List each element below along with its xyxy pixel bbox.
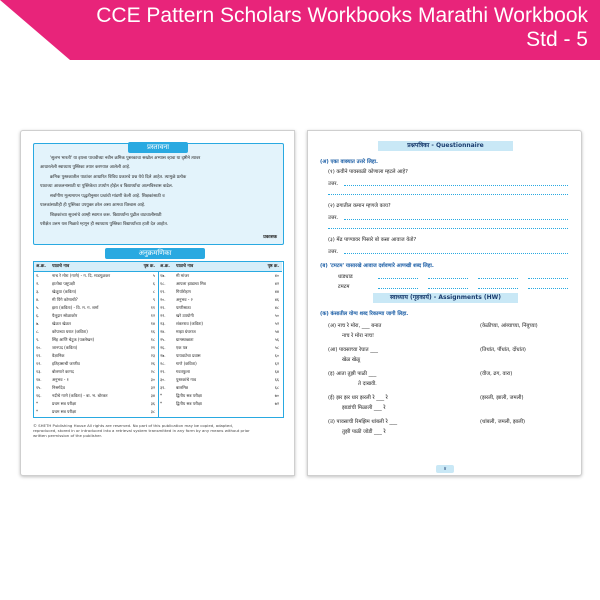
toc-row-page: ६० xyxy=(274,353,279,358)
toc-row xyxy=(34,288,158,295)
toc-row xyxy=(34,296,158,303)
toc-row xyxy=(158,392,282,399)
question-item: (१) कवीने पावसाळी कोणाला म्हटले आहे? xyxy=(328,169,408,175)
toc-row-number: १६. xyxy=(36,393,42,398)
toc-row-number: ११. xyxy=(36,353,42,358)
word-blank[interactable] xyxy=(378,288,418,289)
preface-line: 'सुलभ भारती' या इयत्ता पाचवीच्या नवीन क्रमिक पुस्तकाचा सखोल अभ्यास व्हावा या दृष्टीने त्यावर xyxy=(50,156,201,161)
toc-row-title: द्वितीय सत्र परीक्षा xyxy=(176,401,202,406)
toc-row-number: * xyxy=(160,393,163,398)
toc-row-page: ९ xyxy=(152,297,155,302)
toc-row-page: २८ xyxy=(150,369,155,374)
toc-row xyxy=(158,320,282,327)
fill-blank-options: (वीज, ढग, वारा) xyxy=(480,371,513,377)
toc-row xyxy=(34,352,158,359)
toc-row-page: ५२ xyxy=(274,321,279,326)
toc-row xyxy=(34,392,158,399)
copyright-notice xyxy=(33,423,283,439)
toc-row xyxy=(158,304,282,311)
toc-row xyxy=(158,312,282,319)
toc-row-page: २६ xyxy=(150,361,155,366)
toc-row xyxy=(34,320,158,327)
toc-row-number: १७. xyxy=(160,273,166,278)
toc-row-title: सिंह आणि चेटूक (पत्रलेखन) xyxy=(52,337,95,342)
toc-row xyxy=(158,328,282,335)
word-blank[interactable] xyxy=(478,278,518,279)
questionnaire-heading: प्रश्नपत्रिका - Questionnaire xyxy=(378,141,513,151)
toc-row-page: ४२ xyxy=(274,281,279,286)
fill-blank-options: (झरली, झाली, जमली) xyxy=(480,395,524,401)
toc-row-title: पाणीसाठा xyxy=(176,305,191,310)
preface-line: पाठाच्या आकलनासाठी या पुस्तिकेचा उपयोग होईल व विद्यार्थ्यांचा आत्मविश्वास वाढेल. xyxy=(40,184,174,189)
toc-row xyxy=(158,296,282,303)
toc-row-page: ३२ xyxy=(150,385,155,390)
toc-row-number: ५. xyxy=(36,305,40,310)
toc-row-title: द्वितीय सत्र परीक्षा xyxy=(176,393,202,398)
toc-row-page: ६२ xyxy=(274,361,279,366)
toc-row xyxy=(158,288,282,295)
copyright-line: written permission of the publisher. xyxy=(33,433,103,439)
toc-header-no: अ.क्र. xyxy=(36,264,46,269)
toc-row xyxy=(34,344,158,351)
fill-blank-options: (तिथांत, पौंधांत, दोंधांत) xyxy=(480,347,526,353)
toc-row-page: १८ xyxy=(150,337,155,342)
toc-row-number: २४. xyxy=(160,329,166,334)
word-blank[interactable] xyxy=(528,278,568,279)
toc-row-page: ५ xyxy=(152,273,155,278)
toc-row xyxy=(34,336,158,343)
answer-blank[interactable] xyxy=(344,253,568,254)
toc-row-title: ग्रामस्वच्छता xyxy=(176,337,194,342)
fill-blank-options: (थांबली, जमली, झाली) xyxy=(480,419,526,425)
toc-row-page: ७२ xyxy=(274,401,279,406)
toc-row-number: १०. xyxy=(36,345,42,350)
toc-row-page: ३४ xyxy=(150,393,155,398)
toc-row-title: शंकरराव (कविता) xyxy=(176,321,203,326)
toc-row-number: २०. xyxy=(160,297,166,302)
toc-row-page: २३ xyxy=(150,353,155,358)
toc-header xyxy=(34,262,158,272)
toc-row-number: २७. xyxy=(160,353,166,358)
toc-row-number: २९. xyxy=(160,369,166,374)
answer-label: उत्तर. xyxy=(328,249,339,255)
toc-row-number: * xyxy=(36,401,39,406)
answer-blank[interactable] xyxy=(328,194,568,195)
preface-line: सर्वांगीण मूल्यमापन पद्धतीनुसार प्रश्नांची मांडणी केली आहे. शिक्षकांसाठी व xyxy=(50,194,165,199)
toc-row-title: प्रथम सत्र परीक्षा xyxy=(52,401,77,406)
toc-row xyxy=(158,344,282,351)
toc-row-number: १३. xyxy=(36,369,42,374)
toc-row-number: ३०. xyxy=(160,377,166,382)
toc-row-title: हातोबा पशुपक्षी xyxy=(52,281,75,286)
toc-row-page: ४० xyxy=(274,273,279,278)
toc-row-number: २६. xyxy=(160,345,166,350)
copyright-line: © SHETH Publishing House All rights are reserved. No part of this publication may be copied, adapted, xyxy=(33,423,234,428)
toc-header xyxy=(158,262,282,272)
toc-row-title: पायवाटेचा प्रवास xyxy=(176,353,201,358)
question-b-heading: (ब) 'टमटम' यासारखे आवाज दर्शवणारे आणखी शब्द लिहा. xyxy=(320,263,434,269)
toc-row xyxy=(158,376,282,383)
toc-row-title: पैलूदार सोळाकोर xyxy=(52,313,78,318)
toc-row-title: बालमित्र xyxy=(176,385,188,390)
toc-row-title: खेळत खेळत xyxy=(52,321,71,326)
question-item: (३) मेंढ पाण्यावर पिसारे बो कसा आवाज येतो? xyxy=(328,237,417,243)
toc-column-right xyxy=(158,262,282,417)
fill-blank-cont: ते दाखवी. xyxy=(358,381,377,387)
toc-row-title: प्रथम सत्र परीक्षा xyxy=(52,409,77,414)
toc-header-title: पाठाचे नाव xyxy=(176,264,194,269)
toc-column-left xyxy=(34,262,159,417)
toc-row-page: ५४ xyxy=(274,329,279,334)
toc-row xyxy=(34,368,158,375)
toc-table xyxy=(33,261,284,418)
word-blank[interactable] xyxy=(378,278,418,279)
preface-line: परीक्षेत उत्तम यश मिळावे म्हणून ही स्वाध्याय पुस्तिका विद्यार्थ्यांच्या हाती देत आहोत. xyxy=(40,222,169,227)
answer-blank[interactable] xyxy=(344,219,568,220)
toc-row-title: नाच रे मोरा (गाणे) - ग. दि. माडगूळकर xyxy=(52,273,111,278)
toc-row xyxy=(34,360,158,367)
toc-row-number: * xyxy=(36,409,39,414)
toc-row-title: अनुभव - २ xyxy=(176,297,193,302)
toc-row-title: इतिहासाची जाणीव xyxy=(52,361,80,366)
toc-row-page: ६४ xyxy=(274,369,279,374)
fill-blank-line: (उ) पावसाची रिमझिम थांबली रे ___ xyxy=(328,419,398,425)
toc-row-title: झरा (कविता) - वि. म. ग. शर्मा xyxy=(52,305,99,310)
toc-row-page: ४६ xyxy=(274,297,279,302)
fill-blank-line: (अ) नाच रे मोरा, ___ बनात xyxy=(328,323,382,329)
toc-header-page: पृष्ठ क्र. xyxy=(143,264,155,269)
toc-row-page: १४ xyxy=(150,321,155,326)
toc-row-title: मी पिंगे कोणाची? xyxy=(52,297,78,302)
fill-blank-cont: खेळ खेळू xyxy=(342,357,361,363)
left-page xyxy=(20,130,295,476)
toc-row xyxy=(158,352,282,359)
toc-row-page: ५० xyxy=(274,313,279,318)
toc-row-number: ३१. xyxy=(160,385,166,390)
toc-row xyxy=(34,304,158,311)
toc-row-page: ५६ xyxy=(274,337,279,342)
toc-row-number: ८. xyxy=(36,329,40,334)
toc-header-no: अ.क्र. xyxy=(160,264,170,269)
toc-row xyxy=(34,272,158,279)
question-item: (२) ढगातील कमान म्हणजे काय? xyxy=(328,203,391,209)
page-number: ४ xyxy=(436,465,454,473)
toc-row-number: ९. xyxy=(36,337,40,342)
toc-row-title: पुस्तकांचे गाव xyxy=(176,377,196,382)
preface-line: शिक्षकांच्या सूचनांचे आम्ही स्वागत करू. विद्यार्थ्यांना पुढील वाटचालीसाठी xyxy=(50,213,162,218)
toc-row-number: १. xyxy=(36,273,40,278)
word-blank[interactable] xyxy=(528,288,568,289)
toc-row-number: १२. xyxy=(36,361,42,366)
toc-row-title: बोलणारे कागद xyxy=(52,369,74,374)
toc-row-title: गिर्यारोहण xyxy=(176,289,191,294)
toc-row-page: ७० xyxy=(274,393,279,398)
toc-row-page: ४४ xyxy=(274,289,279,294)
answer-blank[interactable] xyxy=(344,185,568,186)
toc-header-title: पाठाचे नाव xyxy=(52,264,70,269)
sound-word: धाडधाड xyxy=(338,274,353,280)
toc-row-title: माझा ग्रंथराज xyxy=(176,329,196,334)
toc-row-page: ६६ xyxy=(274,377,279,382)
copyright-line: reproduced, stored in or introduced into a retrieval system transmitted in any form by any means without prior xyxy=(33,428,250,434)
toc-row xyxy=(34,312,158,319)
question-c-heading: (क) कंसातील योग्य शब्द रिकाम्या जागी लिहा. xyxy=(320,311,409,317)
toc-row-page: ५८ xyxy=(274,345,279,350)
sound-word: टमटम xyxy=(338,284,350,290)
toc-row xyxy=(34,376,158,383)
toc-row-number: २२. xyxy=(160,313,166,318)
toc-row-page: ३० xyxy=(150,377,155,382)
toc-row-number: २१. xyxy=(160,305,166,310)
toc-row-title: नदीचे गाणे (कविता) - बा. भ. बोरकर xyxy=(52,393,108,398)
fill-blank-cont: नाच रे मोरा नाच! xyxy=(342,333,375,339)
toc-row-page: ८ xyxy=(152,289,155,294)
fill-blank-cont: झाडांची मिळाली ___ रे xyxy=(342,405,386,411)
fill-blank-line: (ई) झर झर धार झरली रे ___ रे xyxy=(328,395,388,401)
preface-heading: प्रस्तावना xyxy=(128,142,188,153)
toc-row-title: खेळूया (कविता) xyxy=(52,289,77,294)
toc-row-title: अनुभव - १ xyxy=(52,377,69,382)
toc-row xyxy=(34,280,158,287)
toc-row-page: १६ xyxy=(150,329,155,334)
toc-row xyxy=(34,384,158,391)
fill-blank-cont: तुझी पाळी जोडी ___ रे xyxy=(342,429,386,435)
toc-row-number: ४. xyxy=(36,297,40,302)
toc-row-title: गाणे (कविता) xyxy=(176,361,197,366)
toc-row-page: ६८ xyxy=(274,385,279,390)
toc-row-number: * xyxy=(160,401,163,406)
toc-row xyxy=(158,360,282,367)
fill-blank-line: (इ) आता तुझी पाळी ___ xyxy=(328,371,377,377)
word-blank[interactable] xyxy=(428,278,468,279)
toc-row-number: १४. xyxy=(36,377,42,382)
preface-line: क्रमिक पुस्तकातील पाठांवर आधारित विविध प्रकारचे प्रश्न येथे दिले आहेत. त्यामुळे प्रत्येक xyxy=(50,175,187,180)
toc-row-page: २१ xyxy=(150,345,155,350)
toc-header-page: पृष्ठ क्र. xyxy=(267,264,279,269)
answer-label: उत्तर. xyxy=(328,215,339,221)
preface-line: पालकांसाठीही ही पुस्तिका उपयुक्त ठरेल असा आमचा विश्वास आहे. xyxy=(40,203,146,208)
toc-row xyxy=(158,280,282,287)
toc-row xyxy=(158,400,282,407)
toc-row-title: निसर्गदेव xyxy=(52,385,65,390)
toc-row-title: कोपाच्या घरात (कविता) xyxy=(52,329,88,334)
toc-row xyxy=(34,408,158,415)
toc-row-title: आपला झाडाचा मित्र xyxy=(176,281,206,286)
toc-row-title: मी मांजर xyxy=(176,273,190,278)
preface-box xyxy=(33,143,284,245)
toc-row-number: ३. xyxy=(36,289,40,294)
toc-row-title: जानपद (कविता) xyxy=(52,345,78,350)
fill-blank-options: (केळीच्या, आंब्याच्या, निंबूच्या) xyxy=(480,323,538,329)
toc-row xyxy=(34,400,158,407)
question-a-heading: (अ) एका वाक्यात उत्तरे लिहा. xyxy=(320,159,378,165)
word-blank[interactable] xyxy=(428,288,468,289)
toc-row xyxy=(158,272,282,279)
toc-row xyxy=(158,368,282,375)
toc-row xyxy=(158,336,282,343)
toc-row xyxy=(158,384,282,391)
toc-row-page: ६ xyxy=(152,281,155,286)
toc-title: अनुक्रमणिका xyxy=(105,248,205,259)
toc-row-number: २३. xyxy=(160,321,166,326)
toc-row-number: ६. xyxy=(36,313,40,318)
banner-title xyxy=(96,4,588,52)
toc-row-title: एक पत्र xyxy=(176,345,188,350)
toc-row-number: २. xyxy=(36,281,40,286)
toc-row-title: वैज्ञानिक xyxy=(52,353,65,358)
toc-row-number: ७. xyxy=(36,321,40,326)
publisher-sign: प्रकाशक xyxy=(263,235,277,240)
answer-blank[interactable] xyxy=(328,228,568,229)
toc-row-title: खरे उपयोगी xyxy=(176,313,194,318)
toc-row-title: गवतफुला xyxy=(176,369,190,374)
toc-row-number: २५. xyxy=(160,337,166,342)
answer-label: उत्तर. xyxy=(328,181,339,187)
toc-row-page: ३६ xyxy=(150,401,155,406)
banner-title-line2: Std - 5 xyxy=(526,28,588,51)
toc-row-page: ११ xyxy=(150,305,155,310)
toc-row-number: १८. xyxy=(160,281,166,286)
banner-title-line1: CCE Pattern Scholars Workbooks Marathi Workbook xyxy=(96,4,588,27)
preface-line: आधारलेली स्वाध्याय पुस्तिका तयार करण्यात आलेली आहे. xyxy=(40,165,131,170)
fill-blank-line: (आ) पावसाच्या रेघात ___ xyxy=(328,347,378,353)
toc-row-page: १२ xyxy=(150,313,155,318)
assignments-heading: स्वाध्याय (गृहकार्य) - Assignments (HW) xyxy=(373,293,518,303)
word-blank[interactable] xyxy=(478,288,518,289)
toc-row-number: २८. xyxy=(160,361,166,366)
toc-row-page: ४८ xyxy=(274,305,279,310)
toc-row-number: १९. xyxy=(160,289,166,294)
toc-row xyxy=(34,328,158,335)
toc-row-number: १५. xyxy=(36,385,42,390)
toc-row-page: ३८ xyxy=(150,409,155,414)
right-page xyxy=(307,130,582,476)
